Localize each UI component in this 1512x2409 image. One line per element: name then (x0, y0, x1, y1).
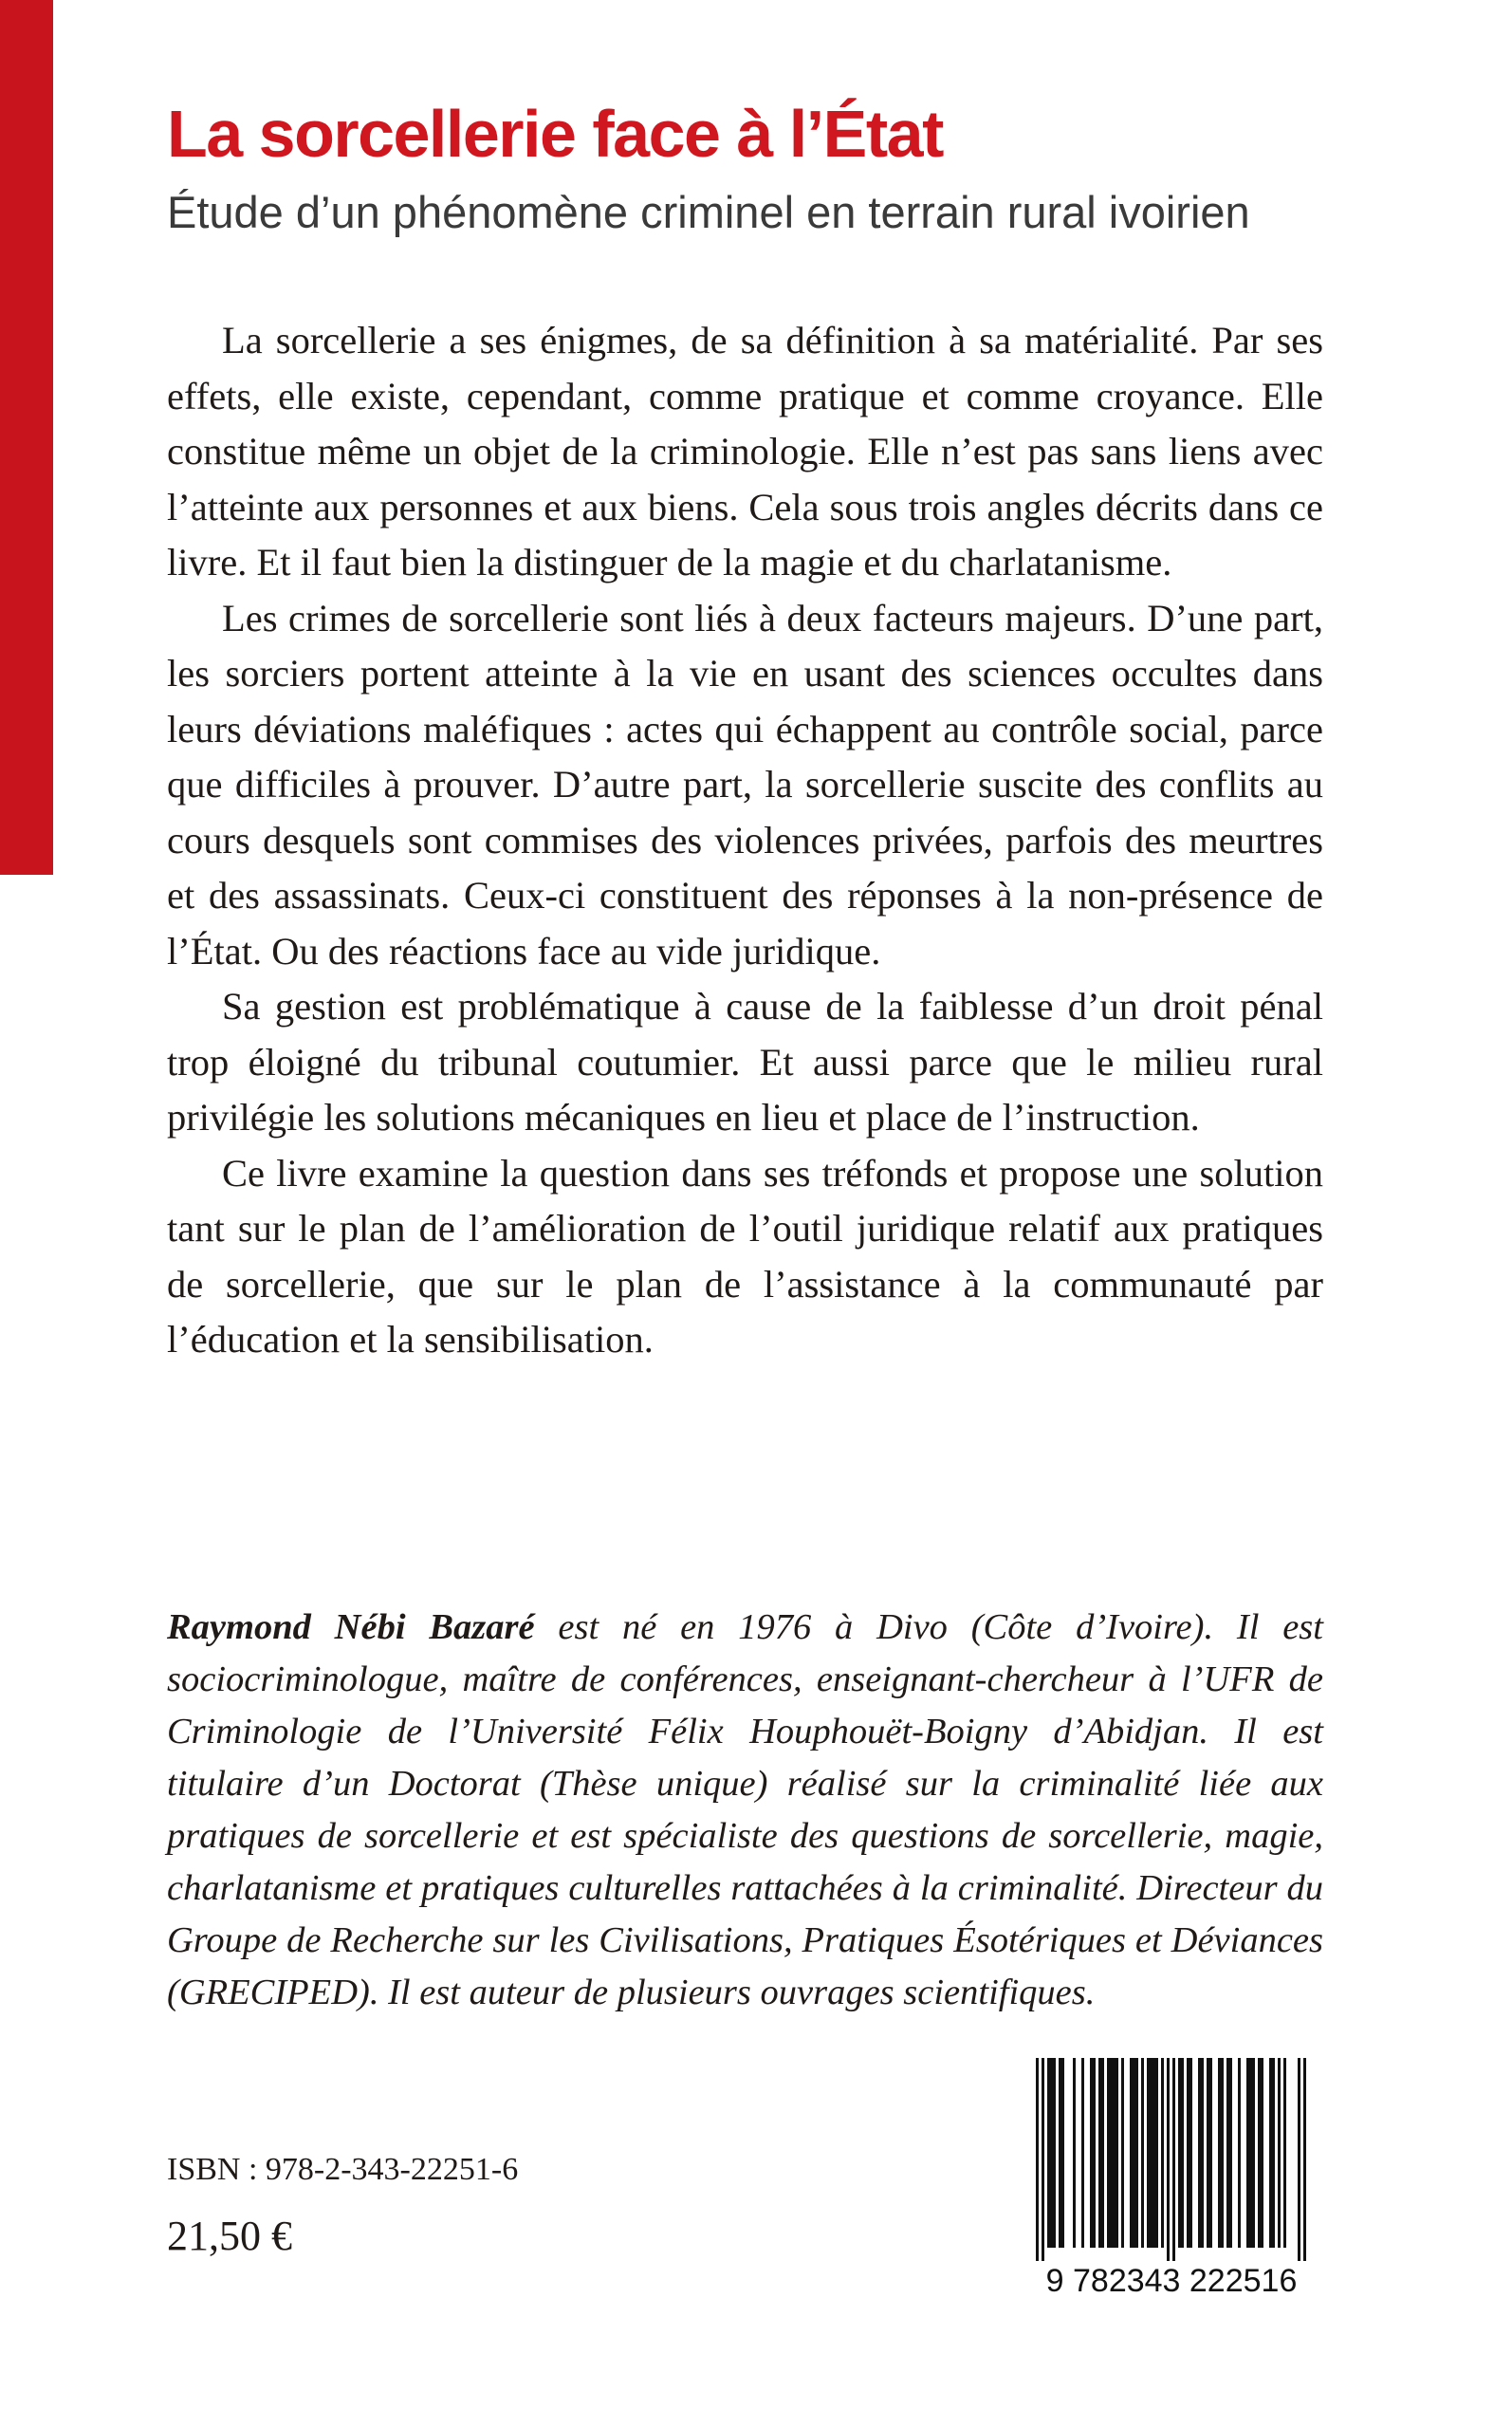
summary-text (167, 313, 1323, 1368)
barcode-graphic (1017, 2052, 1326, 2301)
barcode-bar (1283, 2058, 1286, 2248)
isbn-label: ISBN : 978-2-343-22251-6 (167, 2152, 519, 2187)
barcode-bar (1152, 2058, 1155, 2248)
barcode-bar (1050, 2058, 1053, 2248)
barcode-bar (1081, 2058, 1084, 2248)
barcode-bar (1147, 2058, 1150, 2248)
summary-paragraph: Sa gestion est problématique à cause de la faiblesse d’un droit pénal trop éloigné du tribunal coutumier. Et aussi parce que le milieu rural privilégie les solutions mécaniques en lieu et place de l’instruction. (167, 985, 1323, 1139)
barcode-bar (1189, 2058, 1192, 2248)
barcode-bar (1178, 2058, 1181, 2248)
barcode-bar (1133, 2058, 1135, 2248)
barcode-bar (1272, 2058, 1275, 2248)
barcode-bar (1036, 2058, 1039, 2261)
barcode-bar (1042, 2058, 1044, 2261)
barcode-bar (1121, 2058, 1124, 2248)
barcode-bar (1221, 2058, 1224, 2248)
barcode-bar (1053, 2058, 1056, 2248)
barcode-bar (1098, 2058, 1101, 2248)
barcode-bar (1107, 2058, 1110, 2248)
barcode-bar (1226, 2058, 1229, 2248)
barcode-bar (1238, 2058, 1241, 2248)
barcode-bar (1093, 2058, 1096, 2248)
author-bio (167, 1602, 1323, 2019)
barcode-bar (1252, 2058, 1255, 2248)
barcode-bar (1201, 2058, 1204, 2248)
barcode-bar (1141, 2058, 1144, 2248)
summary-paragraph: Ce livre examine la question dans ses tréfonds et propose une solution tant sur le plan de l’amélioration de l’outil juridique relatif aux pratiques de sorcellerie, que sur le plan de l’assistance à la communauté par l’éducation et la sensibilisation. (167, 1151, 1323, 1361)
price-label: 21,50 € (167, 2213, 292, 2259)
barcode-bar (1269, 2058, 1272, 2248)
barcode-bar (1090, 2058, 1093, 2248)
barcode-bar (1303, 2058, 1306, 2261)
barcode-digits: 9 782343 222516 (1045, 2263, 1298, 2299)
barcode-bar (1218, 2058, 1221, 2248)
summary-paragraph: La sorcellerie a ses énigmes, de sa définition à sa matérialité. Par ses effets, elle existe, cependant, comme pratique et comme croyance. Elle constitue même un objet de la criminologie. Elle n’est pas sans liens avec l’atteinte aux personnes et aux biens. Cela sous trois angles décrits dans ce livre. Et il faut bien la distinguer de la magie et du charlatanisme. (167, 319, 1323, 584)
barcode-bar (1181, 2058, 1184, 2248)
barcode-bar (1207, 2058, 1209, 2248)
barcode-bar (1113, 2058, 1116, 2248)
barcode-bar (1116, 2058, 1118, 2248)
barcode-bar (1161, 2058, 1164, 2248)
barcode-bar (1172, 2058, 1175, 2261)
red-accent-bar (0, 0, 53, 875)
barcode-bar (1278, 2058, 1281, 2248)
barcode-bar (1298, 2058, 1300, 2261)
barcode-bar (1209, 2058, 1212, 2248)
barcode-bar (1059, 2058, 1061, 2248)
barcode-bar (1073, 2058, 1076, 2248)
barcode-bar (1246, 2058, 1249, 2248)
barcode-bar (1198, 2058, 1201, 2248)
barcode-bar (1135, 2058, 1138, 2248)
author-bio-text: est né en 1976 à Divo (Côte d’Ivoire). Il est sociocriminologue, maître de conférences, enseignant-chercheur à l’UFR de Criminologie de l’Université Félix Houphouët-Boigny d’Abidjan. Il est titulaire d’un Doctorat (Thèse unique) réalisé sur la criminalité liée aux pratiques de sorcellerie et est spécialiste des questions de sorcellerie, magie, charlatanisme et pratiques culturelles rattachées à la criminalité. Directeur du Groupe de Recherche sur les Civilisations, Pratiques Ésotériques et Déviances (GRECIPED). Il est auteur de plusieurs ouvrages scientifiques. (167, 1607, 1323, 2012)
barcode-bar (1187, 2058, 1189, 2248)
barcode-bar (1061, 2058, 1064, 2248)
barcode-bar (1229, 2058, 1232, 2248)
barcode-bar (1261, 2058, 1263, 2248)
barcode-bar (1130, 2058, 1133, 2248)
barcode-bar (1249, 2058, 1252, 2248)
barcode-bar (1167, 2058, 1170, 2261)
barcode-bar (1150, 2058, 1152, 2248)
author-name: Raymond Nébi Bazaré (167, 1607, 535, 1647)
barcode-bar (1258, 2058, 1261, 2248)
barcode-bar (1155, 2058, 1158, 2248)
summary-paragraph: Les crimes de sorcellerie sont liés à deux facteurs majeurs. D’une part, les sorciers portent atteinte à la vie en usant des sciences occultes dans leurs déviations maléfiques : actes qui échappent au contrôle social, parce que difficiles à prouver. D’autre part, la sorcellerie suscite des conflits au cours desquels sont commises des violences privées, parfois des meurtres et des assassinats. Ceux-ci constituent des réponses à la non-présence de l’État. Ou des réactions face au vide juridique. (167, 596, 1323, 973)
barcode-bar (1047, 2058, 1050, 2248)
book-subtitle: Étude d’un phénomène criminel en terrain rural ivoirien (167, 187, 1250, 237)
barcode-bar (1101, 2058, 1104, 2248)
barcode-bar (1110, 2058, 1113, 2248)
book-title: La sorcellerie face à l’État (167, 97, 943, 171)
barcode (1017, 2052, 1326, 2301)
